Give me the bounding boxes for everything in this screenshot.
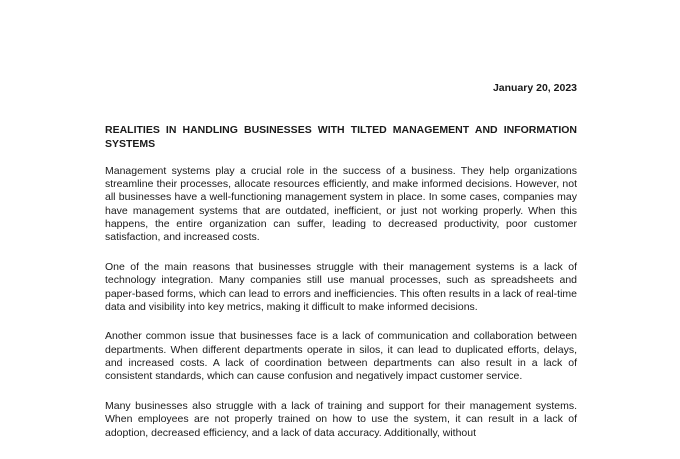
paragraph-2: One of the main reasons that businesses struggle with their management systems is a lack of technology integration. Many companies still use manual processes, such as spreadsheets and paper-based forms, which can lead to errors and inefficiencies. This often results in a lack of real-time data and visibility into key metrics, making it difficult to make informed decisions. <box>105 260 577 313</box>
document-date: January 20, 2023 <box>492 82 577 94</box>
paragraph-3: Another common issue that businesses face is a lack of communication and collaboration between departments. When different departments operate in silos, it can lead to duplicated efforts, delays, and increased costs. A lack of coordination between departments can also result in a lack of consistent standards, which can cause confusion and negatively impact customer service. <box>105 330 577 383</box>
paragraph-1: Management systems play a crucial role in the success of a business. They help organizations streamline their processes, allocate resources efficiently, and make informed decisions. However, not all businesses have a well-functioning management system in place. In some cases, companies may have management systems that are outdated, inefficient, or just not working properly. When this happens, the entire organization can suffer, leading to decreased productivity, poor customer satisfaction, and increased costs. <box>105 164 577 244</box>
document-title: REALITIES IN HANDLING BUSINESSES WITH TILTED MANAGEMENT AND INFORMATION SYSTEMS <box>105 124 577 150</box>
paragraph-4: Many businesses also struggle with a lack of training and support for their management systems. When employees are not properly trained on how to use the system, it can result in a lack of adoption, decreased efficiency, and a lack of data accuracy. Additionally, without <box>105 399 577 439</box>
